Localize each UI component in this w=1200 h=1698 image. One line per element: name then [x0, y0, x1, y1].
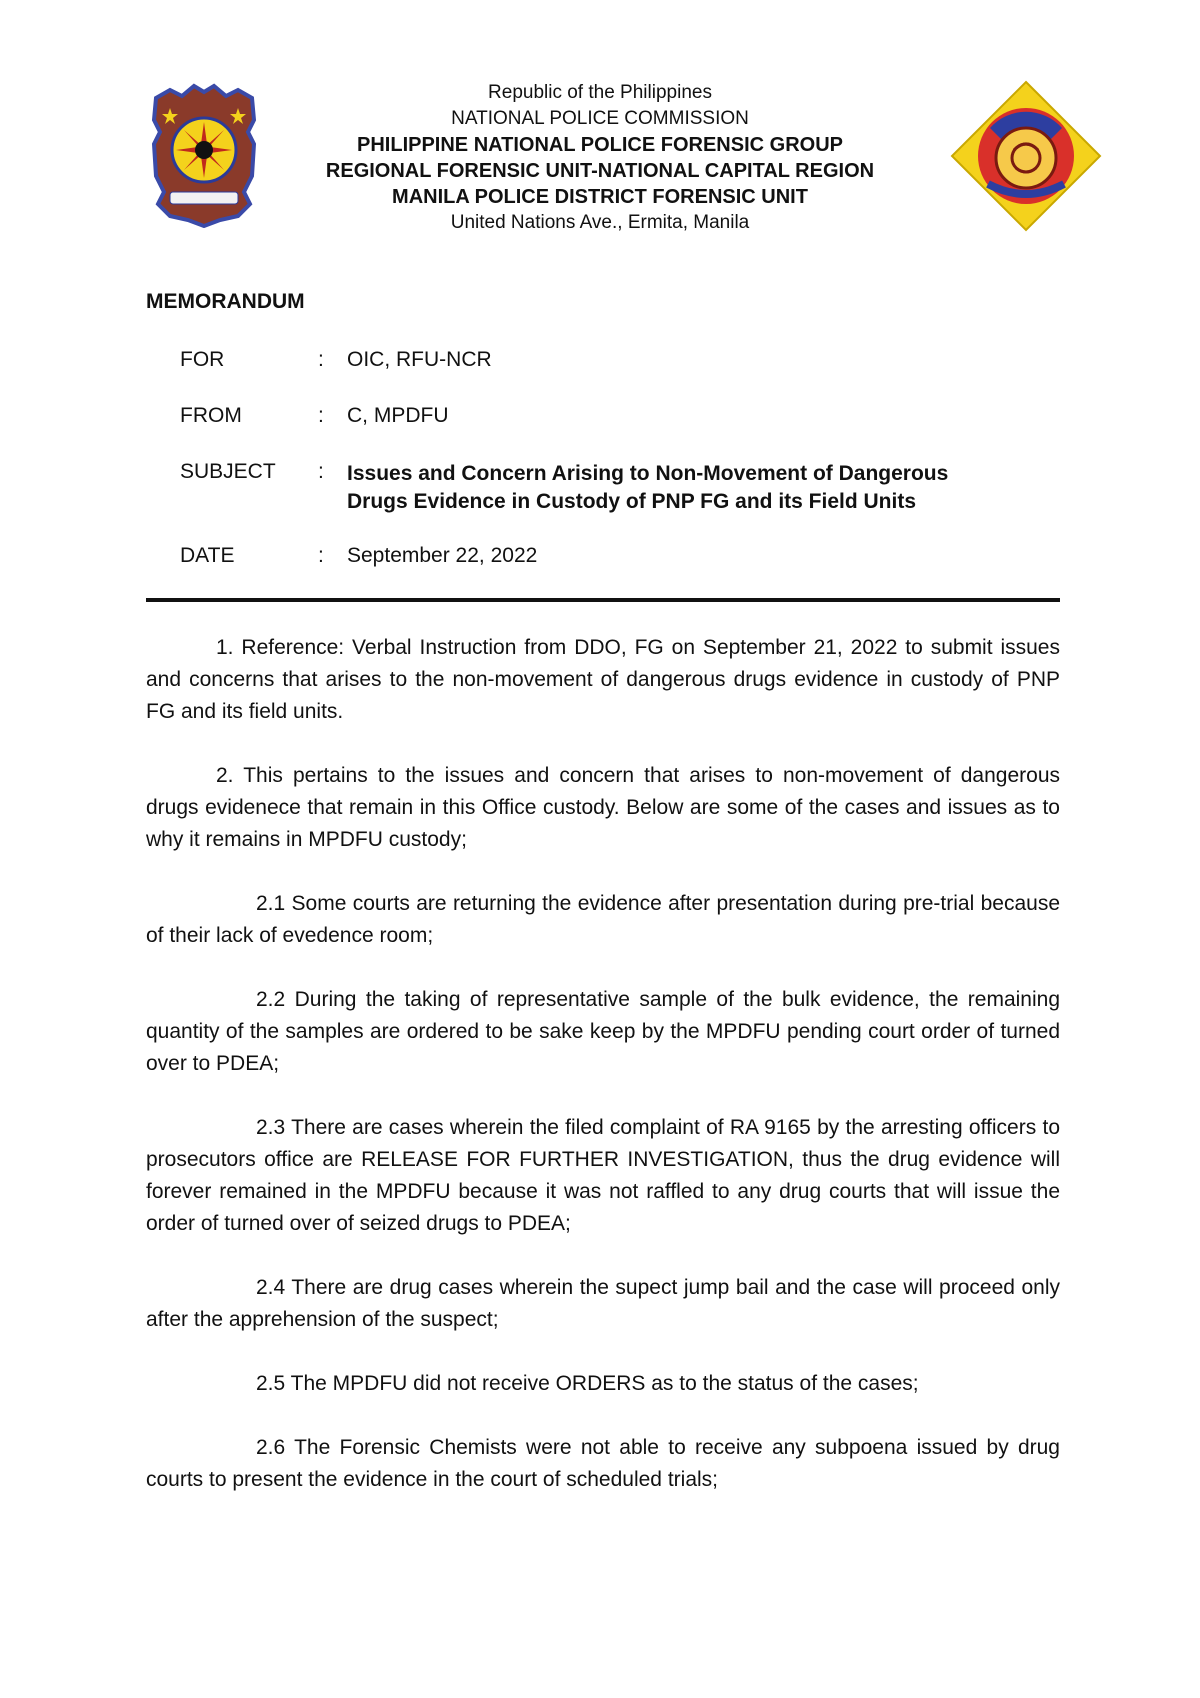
republic-line: Republic of the Philippines — [488, 82, 712, 103]
paragraph-2-3: 2.3 There are cases wherein the filed complaint of RA 9165 by the arresting officers to prosecutors office are RELEASE FOR FURTHER INVESTIGATION, thus the drug evidence will forever remained in the MPDFU because it was not raffled to any drug courts that will issue the order of turned over of seized drugs to PDEA; — [146, 1116, 1060, 1235]
paragraph-2-2: 2.2 During the taking of representative sample of the bulk evidence, the remaining quantity of the samples are ordered to be sake keep by the MPDFU pending court order of turned over to PDEA; — [146, 988, 1060, 1075]
date-colon: : — [318, 544, 324, 567]
paragraph-2-1: 2.1 Some courts are returning the evidence after presentation during pre-trial because of their lack of evedence room; — [146, 892, 1060, 947]
date-label: DATE — [180, 544, 235, 567]
subject-line-1: Issues and Concern Arising to Non-Movement of Dangerous — [347, 462, 949, 485]
regional-unit-line: REGIONAL FORENSIC UNIT-NATIONAL CAPITAL REGION — [325, 160, 875, 182]
memo-body — [146, 632, 1060, 1528]
district-unit-line: MANILA POLICE DISTRICT FORENSIC UNIT — [392, 186, 808, 208]
for-value: OIC, RFU-NCR — [347, 348, 492, 371]
date-value: September 22, 2022 — [347, 544, 538, 567]
for-label: FOR — [180, 348, 225, 371]
from-label: FROM — [180, 404, 242, 427]
paragraph-2-4: 2.4 There are drug cases wherein the supect jump bail and the case will proceed only after the apprehension of the suspect; — [146, 1276, 1060, 1331]
address-line: United Nations Ave., Ermita, Manila — [450, 212, 750, 233]
paragraph-1: 1. Reference: Verbal Instruction from DDO, FG on September 21, 2022 to submit issues and concerns that arises to the non-movement of dangerous drugs evidence in custody of PNP FG and its field units. — [146, 636, 1060, 723]
pnp-seal-icon — [148, 80, 260, 228]
header-divider — [146, 598, 1060, 602]
pnp-forensic-group-line: PHILIPPINE NATIONAL POLICE FORENSIC GROUP — [357, 134, 843, 156]
memorandum-title: MEMORANDUM — [146, 290, 305, 313]
paragraph-2: 2. This pertains to the issues and concern that arises to non-movement of dangerous drugs evidenece that remain in this Office custody. Below are some of the cases and issues as to why it remains in MPDFU custody; — [146, 764, 1060, 851]
for-colon: : — [318, 348, 324, 371]
subject-value — [347, 460, 1060, 516]
from-value: C, MPDFU — [347, 404, 449, 427]
subject-colon: : — [318, 460, 324, 483]
pnp-forensic-group-seal-icon — [950, 80, 1102, 232]
letterhead — [300, 80, 900, 236]
subject-line-2: Drugs Evidence in Custody of PNP FG and its Field Units — [347, 490, 917, 513]
paragraph-2-6: 2.6 The Forensic Chemists were not able to receive any subpoena issued by drug courts to present the evidence in the court of scheduled trials; — [146, 1436, 1060, 1491]
from-colon: : — [318, 404, 324, 427]
paragraph-2-5: 2.5 The MPDFU did not receive ORDERS as to the status of the cases; — [256, 1372, 919, 1395]
napolcom-line: NATIONAL POLICE COMMISSION — [451, 108, 749, 129]
subject-label: SUBJECT — [180, 460, 276, 483]
